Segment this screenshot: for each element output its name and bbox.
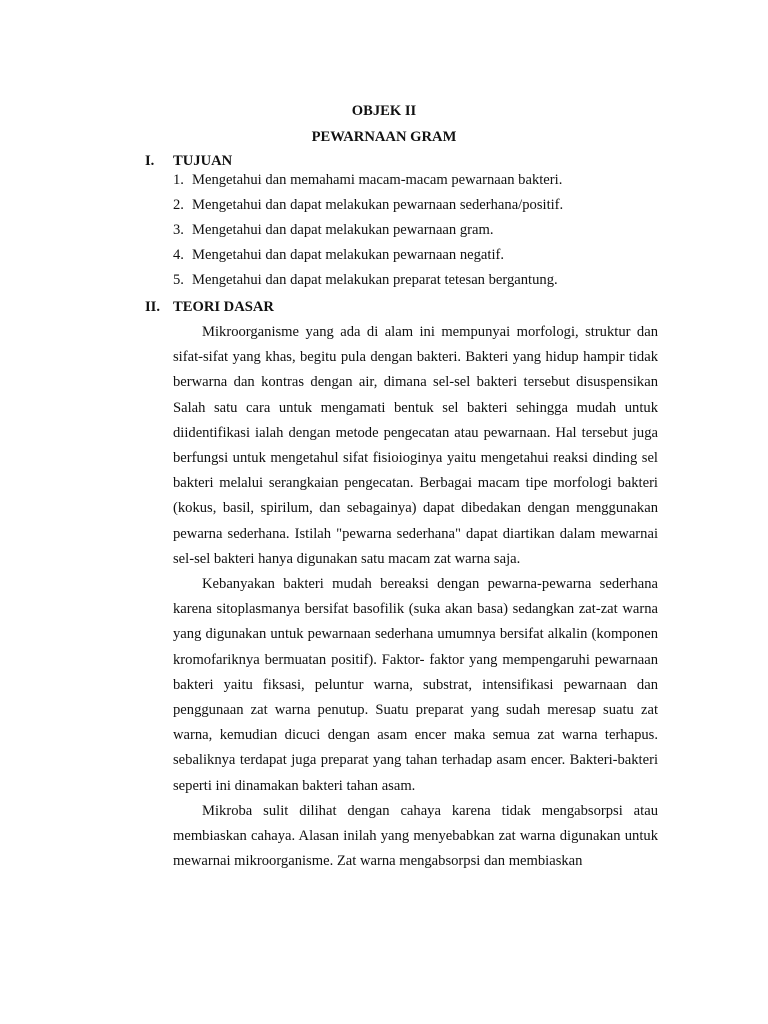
list-item xyxy=(173,171,673,196)
list-text: Mengetahui dan dapat melakukan pewarnaan negatif. xyxy=(192,247,505,263)
list-number: 3. xyxy=(173,222,184,238)
paragraph: Kebanyakan bakteri mudah bereaksi dengan pewarna-pewarna sederhana karena sitoplasmanya bersifat basofilik (suka akan basa) sedangkan zat-zat warna yang digunakan untuk pewarnaan sederhana umumnya bersifat alkalin (komponen kromofariknya bermuatan positif). Faktor- faktor yang mempengaruhi pewarnaan bakteri yaitu fiksasi, peluntur warna, substrat, intensifikasi pewarnaan dan penggunaan zat warna penutup. Suatu preparat yang sudah meresap suatu zat warna, kemudian dicuci dengan asam encer maka semua zat warna terhapus. sebaliknya terdapat juga preparat yang tahan terhadap asam encer. Bakteri-bakteri seperti ini dinamakan bakteri tahan asam. xyxy=(173,576,658,794)
document-title: PEWARNAAN GRAM xyxy=(311,129,457,145)
paragraph: Mikroba sulit dilihat dengan cahaya karena tidak mengabsorpsi atau membiaskan cahaya. Alasan inilah yang menyebabkan zat warna digunakan untuk mewarnai mikroorganisme. Zat warna mengabsorpsi dan membiaskan xyxy=(173,802,658,870)
teori-dasar-body xyxy=(173,320,658,874)
section-heading-tujuan xyxy=(145,152,232,170)
section-number: I. xyxy=(145,153,155,169)
list-item xyxy=(173,221,673,246)
list-text: Mengetahui dan dapat melakukan preparat tetesan bergantung. xyxy=(192,272,558,288)
section-number: II. xyxy=(145,299,161,315)
list-item xyxy=(173,246,673,271)
section-title: TUJUAN xyxy=(173,153,233,169)
list-text: Mengetahui dan memahami macam-macam pewarnaan bakteri. xyxy=(192,172,563,188)
list-number: 2. xyxy=(173,197,184,213)
tujuan-list xyxy=(173,171,673,296)
section-heading-teori-dasar xyxy=(145,298,274,316)
paragraph: Mikroorganisme yang ada di alam ini mempunyai morfologi, struktur dan sifat-sifat yang khas, begitu pula dengan bakteri. Bakteri yang hidup hampir tidak berwarna dan kontras dengan air, dimana sel-sel bakteri tersebut disuspensikan Salah satu cara untuk mengamati bentuk sel bakteri sehingga mudah untuk diidentifikasi ialah dengan metode pengecatan atau pewarnaan. Hal tersebut juga berfungsi untuk mengetahul sifat fisioioginya yaitu mengetahui reaksi dinding sel bakteri melalui serangkaian pengecatan. Berbagai macam tipe morfologi bakteri (kokus, basil, spirilum, dan sebagainya) dapat dibedakan dengan menggunakan pewarna sederhana. Istilah "pewarna sederhana" dapat diartikan dalam mewarnai sel-sel bakteri hanya digunakan satu macam zat warna saja. xyxy=(173,324,658,567)
list-text: Mengetahui dan dapat melakukan pewarnaan sederhana/positif. xyxy=(192,197,564,213)
list-item xyxy=(173,271,673,296)
list-item xyxy=(173,196,673,221)
list-number: 5. xyxy=(173,272,184,288)
list-number: 1. xyxy=(173,172,184,188)
list-number: 4. xyxy=(173,247,184,263)
document-subtitle: OBJEK II xyxy=(351,103,417,119)
list-text: Mengetahui dan dapat melakukan pewarnaan gram. xyxy=(192,222,494,238)
section-title: TEORI DASAR xyxy=(173,299,274,315)
